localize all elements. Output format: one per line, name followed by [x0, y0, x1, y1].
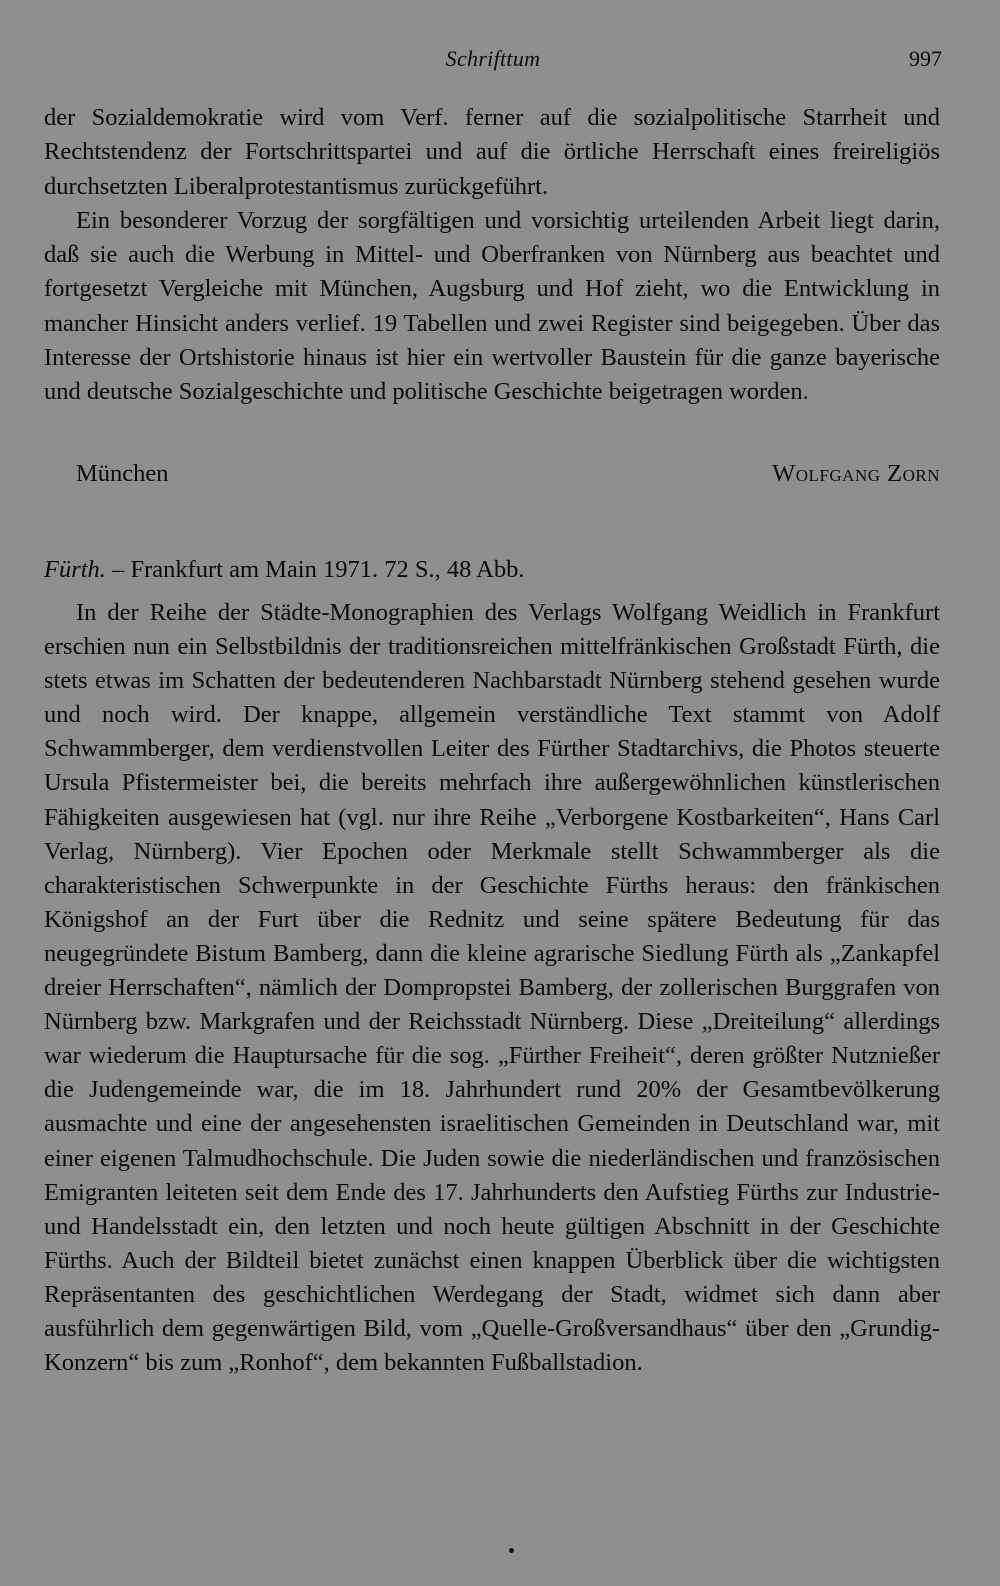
- paragraph: Ein besonderer Vorzug der sorgfältigen und vorsichtig urteilenden Arbeit liegt darin, daß sie auch die Werbung in Mittel- und Oberfranken von Nürnberg aus beachtet und fortgesetzt Vergleiche mit München, Augsburg und Hof zieht, wo die Entwicklung in mancher Hinsicht anders verlief. 19 Tabellen und zwei Register sind beigegeben. Über das Interesse der Ortshistorie hinaus ist hier ein wertvoller Baustein für die ganze bayerische und deutsche Sozialgeschichte und politische Geschichte beigetragen worden.: [44, 206, 940, 406]
- page-header: [44, 46, 942, 80]
- running-title: Schrifttum: [445, 46, 541, 71]
- paragraph: der Sozialdemokratie wird vom Verf. ferner auf die sozialpolitische Starrheit und Rechtstendenz der Fortschrittspartei und auf die örtliche Herrschaft eines freireligiös durchsetzten Liberalprotestantismus zurückgeführt.: [44, 104, 940, 200]
- review-continuation: [44, 101, 940, 410]
- book-title-city: Fürth.: [44, 556, 106, 583]
- signature-name: Wolfgang Zorn: [772, 460, 940, 487]
- paragraph: In der Reihe der Städte-Monographien des Verlags Wolfgang Weidlich in Frankfurt erschien nun ein Selbstbildnis der traditionsreichen mittelfränkischen Großstadt Fürth, die stets etwas im Schatten der bedeutenderen Nachbarstadt Nürnberg stehend gesehen wurde und noch wird. Der knappe, allgemein verständliche Text stammt von Adolf Schwammberger, dem verdienstvollen Leiter des Fürther Stadtarchivs, die Photos steuerte Ursula Pfistermeister bei, die bereits mehrfach ihre außergewöhnlichen künstlerischen Fähigkeiten ausgewiesen hat (vgl. nur ihre Reihe „Verborgene Kostbarkeiten“, Hans Carl Verlag, Nürnberg). Vier Epochen oder Merkmale stellt Schwammberger als die charakteristischen Schwerpunkte in der Geschichte Fürths heraus: den fränkischen Königshof an der Furt über die Rednitz und seine spätere Bedeutung für das neugegründete Bistum Bamberg, dann die kleine agrarische Siedlung Fürth als „Zankapfel dreier Herrschaften“, nämlich der Dompropstei Bamberg, der zollerischen Burggrafen von Nürnberg bzw. Markgrafen und der Reichsstadt Nürnberg. Diese „Dreiteilung“ allerdings war wiederum die Hauptursache für die sog. „Fürther Freiheit“, deren größter Nutznießer die Judengemeinde war, die im 18. Jahrhundert rund 20% der Gesamtbevölkerung ausmachte und eine der angesehensten israelitischen Gemeinden in Deutschland war, mit einer eigenen Talmudhochschule. Die Juden sowie die niederländischen und französischen Emigranten leiteten seit dem Ende des 17. Jahrhunderts den Aufstieg Fürths zur Industrie- und Handelsstadt ein, den letzten und noch heute gültigen Abschnitt in der Geschichte Fürths. Auch der Bildteil bietet zunächst einen knappen Überblick über die wichtigsten Repräsentanten des geschichtlichen Werdegang der Stadt, widmet sich dann aber ausführlich dem gegenwärtigen Bild, vom „Quelle-Großversandhaus“ über den „Grundig-Konzern“ bis zum „Ronhof“, dem bekannten Fußballstadion.: [44, 599, 940, 1377]
- book-title-details: – Frankfurt am Main 1971. 72 S., 48 Abb.: [105, 556, 525, 583]
- print-dot: [509, 1548, 514, 1553]
- page-number: 997: [909, 46, 942, 71]
- review-signature: [44, 460, 940, 496]
- book-title-line: [44, 553, 940, 587]
- review-body: [44, 596, 940, 1380]
- signature-place: München: [76, 460, 169, 487]
